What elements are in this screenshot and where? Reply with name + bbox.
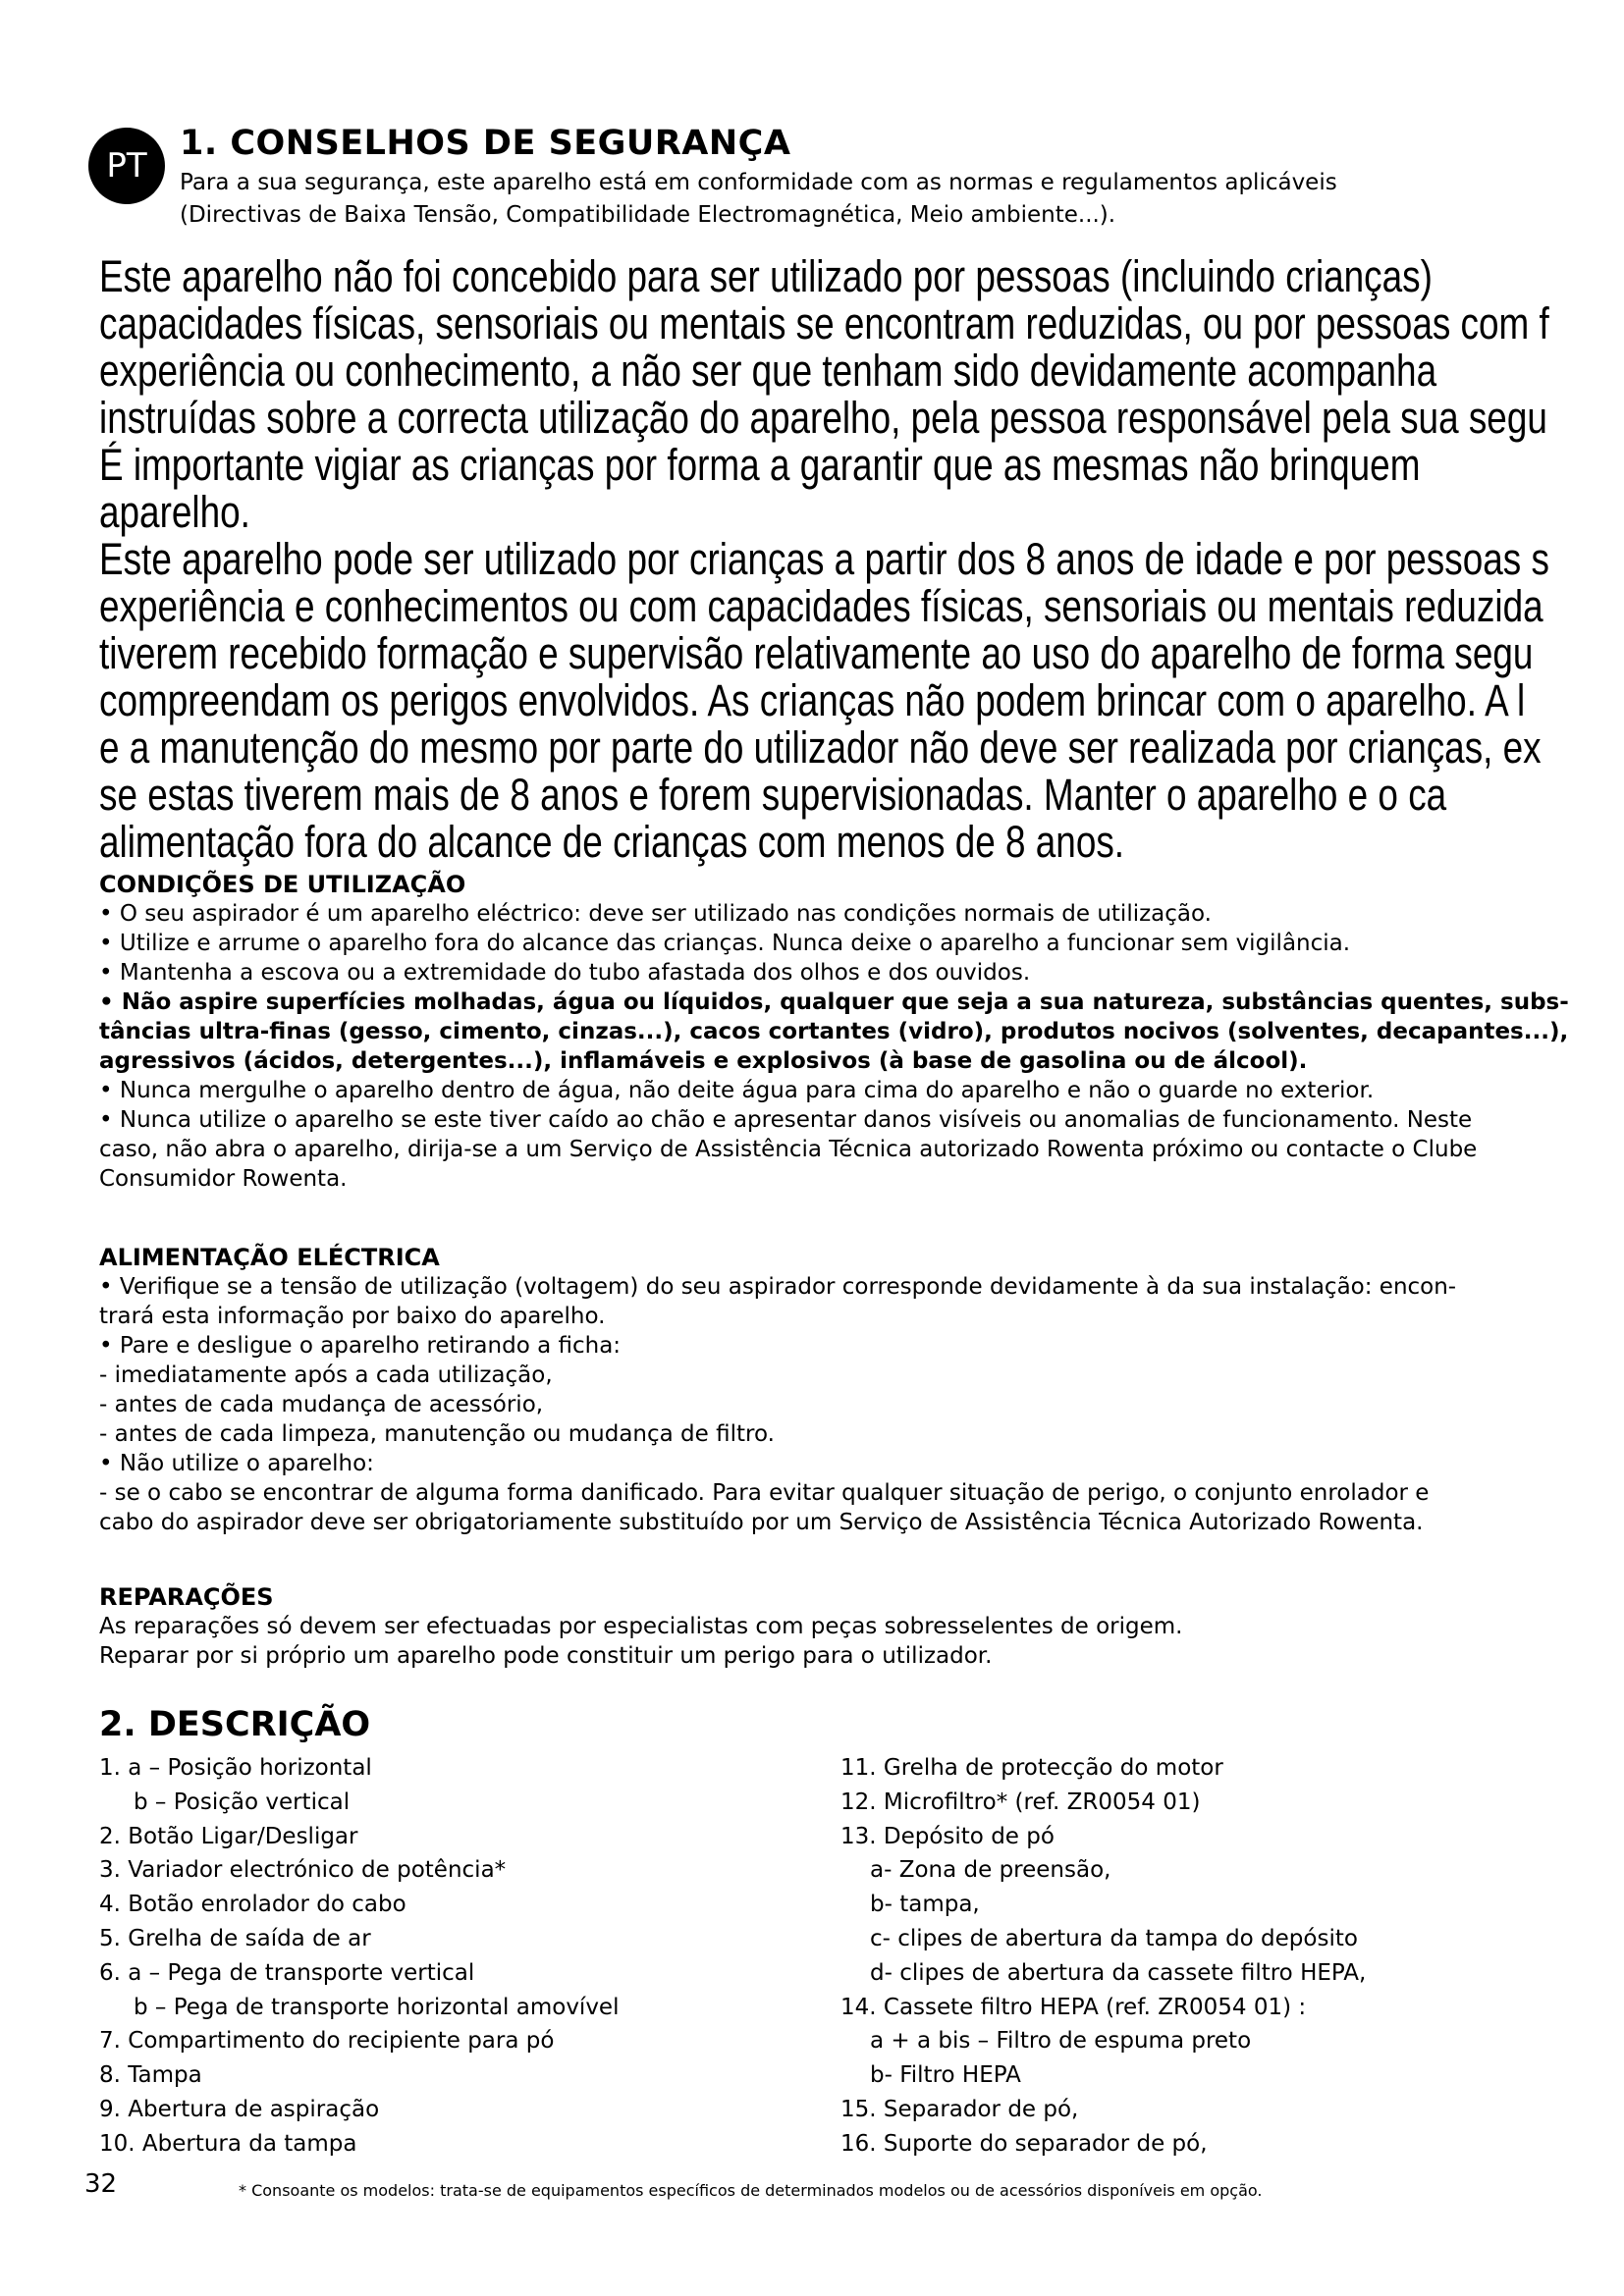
warning-line: e a manutenção do mesmo por parte do utilizador não deve ser realizada por crianças, ex (99, 722, 1542, 773)
description-item: 1. a – Posição horizontal (99, 1755, 372, 1781)
conditions-item: • Utilize e arrume o aparelho fora do alcance das crianças. Nunca deixe o aparelho a funcionar sem vigilância. (99, 931, 1351, 956)
conditions-bold-item: agressivos (ácidos, detergentes...), inflamáveis e explosivos (à base de gasolina ou de álcool). (99, 1048, 1308, 1074)
warning-line: alimentação fora do alcance de crianças com menos de 8 anos. (99, 817, 1125, 867)
conditions-item: • Nunca utilize o aparelho se este tiver caído ao chão e apresentar danos visíveis ou anomalias de funcionamento. Neste (99, 1107, 1473, 1133)
description-item: b – Posição vertical (134, 1789, 351, 1815)
conditions-heading: CONDIÇÕES DE UTILIZAÇÃO (99, 871, 466, 898)
description-item: 8. Tampa (99, 2062, 202, 2089)
description-item: 10. Abertura da tampa (99, 2130, 357, 2157)
warning-line: aparelho. (99, 487, 250, 537)
description-item: d- clipes de abertura da cassete filtro HEPA, (870, 1959, 1367, 1986)
section-1-title: 1. CONSELHOS DE SEGURANÇA (180, 124, 791, 163)
conditions-bold-item: • Não aspire superfícies molhadas, água ou líquidos, qualquer que seja a sua natureza, substâncias quentes, subs- (99, 989, 1569, 1015)
warning-line: experiência ou conhecimento, a não ser que tenham sido devidamente acompanha (99, 346, 1437, 396)
description-item: b- Filtro HEPA (870, 2062, 1021, 2089)
warning-line: Este aparelho pode ser utilizado por crianças a partir dos 8 anos de idade e por pessoas s (99, 534, 1549, 584)
power-line: - antes de cada mudança de acessório, (99, 1392, 544, 1417)
description-item: 12. Microfiltro* (ref. ZR0054 01) (840, 1789, 1201, 1815)
power-heading: ALIMENTAÇÃO ELÉCTRICA (99, 1244, 440, 1271)
description-item: 16. Suporte do separador de pó, (840, 2130, 1208, 2157)
conditions-item: • O seu aspirador é um aparelho eléctrico: deve ser utilizado nas condições normais de utilização. (99, 901, 1212, 927)
warning-line: tiverem recebido formação e supervisão relativamente ao uso do aparelho de forma segu (99, 628, 1534, 678)
language-badge: PT (88, 128, 165, 204)
footnote: * Consoante os modelos: trata-se de equipamentos específicos de determinados modelos ou de acessórios disponíveis em opção. (239, 2181, 1263, 2200)
section-2-title: 2. DESCRIÇÃO (99, 1705, 371, 1744)
conditions-section (99, 870, 1592, 1194)
description-item: 6. a – Pega de transporte vertical (99, 1959, 475, 1986)
description-item: 15. Separador de pó, (840, 2096, 1079, 2122)
warning-line: capacidades físicas, sensoriais ou mentais se encontram reduzidas, ou por pessoas com f (99, 298, 1549, 348)
warning-line: instruídas sobre a correcta utilização do aparelho, pela pessoa responsável pela sua segu (99, 393, 1547, 443)
power-line: - imediatamente após a cada utilização, (99, 1362, 553, 1388)
description-item: 2. Botão Ligar/Desligar (99, 1823, 358, 1849)
repairs-line: Reparar por si próprio um aparelho pode constituir um perigo para o utilizador. (99, 1643, 993, 1669)
description-item: 9. Abertura de aspiração (99, 2096, 380, 2122)
power-line: • Verifique se a tensão de utilização (voltagem) do seu aspirador corresponde devidamente à da sua instalação: encon- (99, 1274, 1457, 1300)
power-line: • Pare e desligue o aparelho retirando a ficha: (99, 1333, 622, 1359)
warning-line: experiência e conhecimentos ou com capacidades físicas, sensoriais ou mentais reduzida (99, 581, 1543, 631)
warning-line: Este aparelho não foi concebido para ser utilizado por pessoas (incluindo crianças) (99, 251, 1433, 301)
description-item: b – Pega de transporte horizontal amovível (134, 1994, 620, 2020)
conditions-item: • Mantenha a escova ou a extremidade do tubo afastada dos olhos e dos ouvidos. (99, 960, 1031, 986)
description-item: a + a bis – Filtro de espuma preto (870, 2028, 1252, 2055)
conditions-item: • Nunca mergulhe o aparelho dentro de água, não deite água para cima do aparelho e não o guarde no exterior. (99, 1078, 1375, 1103)
description-item: c- clipes de abertura da tampa do depósito (870, 1925, 1358, 1951)
power-section (99, 1243, 1592, 1537)
repairs-heading: REPARAÇÕES (99, 1583, 274, 1611)
description-item: b- tampa, (870, 1892, 980, 1918)
power-line: - antes de cada limpeza, manutenção ou mudança de filtro. (99, 1421, 775, 1447)
description-item: 4. Botão enrolador do cabo (99, 1892, 406, 1918)
intro-line: (Directivas de Baixa Tensão, Compatibilidade Electromagnética, Meio ambiente...). (180, 202, 1116, 228)
description-item: 11. Grelha de protecção do motor (840, 1755, 1223, 1781)
warning-line: É importante vigiar as crianças por forma a garantir que as mesmas não brinquem (99, 440, 1421, 490)
description-left-column (99, 1751, 619, 2162)
description-item: 7. Compartimento do recipiente para pó (99, 2028, 555, 2055)
warning-line: compreendam os perigos envolvidos. As crianças não podem brincar com o aparelho. A l (99, 675, 1526, 725)
description-item: a- Zona de preensão, (870, 1857, 1111, 1884)
page-number: 32 (84, 2169, 118, 2199)
power-line: cabo do aspirador deve ser obrigatoriamente substituído por um Serviço de Assistência Técnica Autorizado Rowenta. (99, 1510, 1424, 1535)
safety-warning (99, 253, 1592, 866)
repairs-line: As reparações só devem ser efectuadas por especialistas com peças sobresselentes de origem. (99, 1614, 1183, 1639)
intro-line: Para a sua segurança, este aparelho está em conformidade com as normas e regulamentos aplicáveis (180, 170, 1337, 195)
conditions-item: Consumidor Rowenta. (99, 1166, 348, 1192)
warning-line: se estas tiverem mais de 8 anos e forem supervisionadas. Manter o aparelho e o ca (99, 770, 1447, 820)
power-line: - se o cabo se encontrar de alguma forma danificado. Para evitar qualquer situação de perigo, o conjunto enrolador e (99, 1480, 1430, 1506)
description-item: 13. Depósito de pó (840, 1823, 1055, 1849)
power-line: • Não utilize o aparelho: (99, 1451, 374, 1476)
description-item: 14. Cassete filtro HEPA (ref. ZR0054 01) : (840, 1994, 1307, 2020)
conditions-item: caso, não abra o aparelho, dirija-se a um Serviço de Assistência Técnica autorizado Rowenta próximo ou contacte o Clube (99, 1137, 1478, 1162)
repairs-section (99, 1582, 1592, 1671)
power-line: trará esta informação por baixo do aparelho. (99, 1304, 606, 1329)
description-right-column (840, 1751, 1366, 2162)
description-item: 3. Variador electrónico de potência* (99, 1857, 507, 1884)
description-item: 5. Grelha de saída de ar (99, 1925, 371, 1951)
section-1-intro (180, 167, 1456, 232)
conditions-bold-item: tâncias ultra-finas (gesso, cimento, cinzas...), cacos cortantes (vidro), produtos nocivos (solventes, decapantes...), (99, 1019, 1569, 1044)
